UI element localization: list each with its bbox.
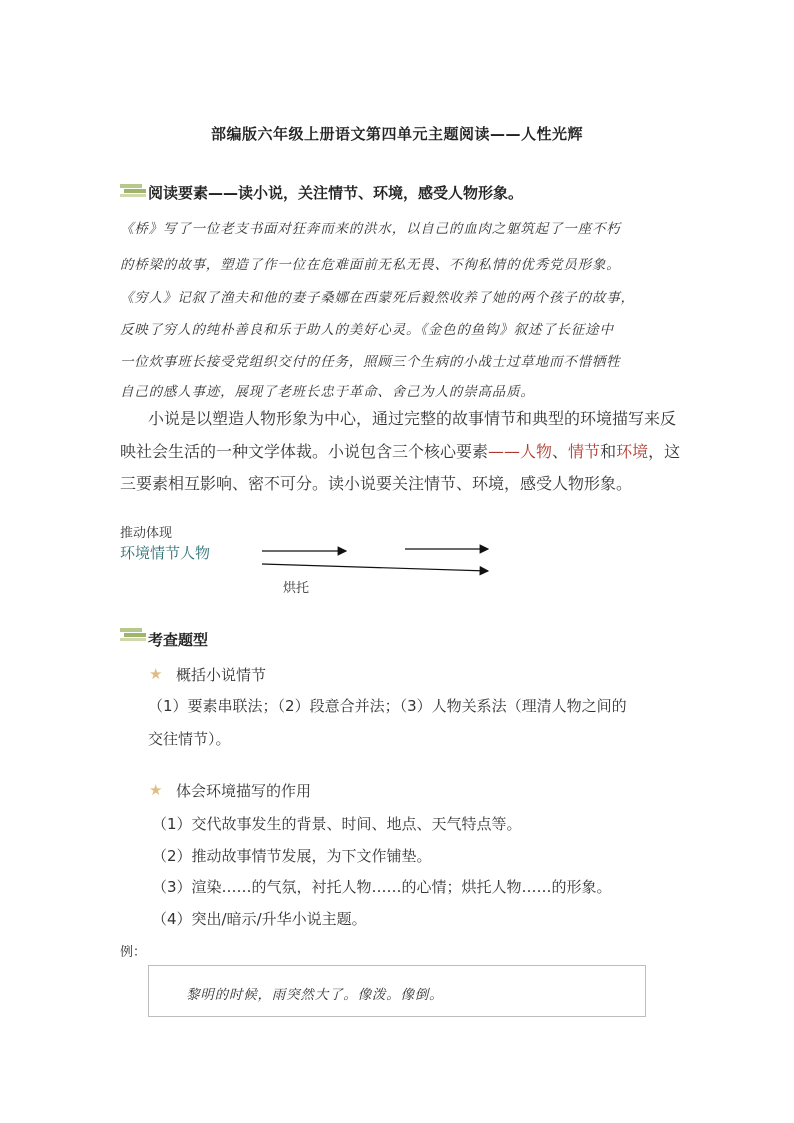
summary-line: 反映了穷人的纯朴善良和乐于助人的美好心灵。《金色的鱼钩》叙述了长征途中 [120, 322, 614, 338]
example-text: 黎明的时候，雨突然大了。像泼。像倒。 [186, 987, 444, 1003]
section-heading-reading-elements: 阅读要素——读小说，关注情节、环境，感受人物形象。 [148, 184, 524, 202]
keyword-character: ——人物 [488, 442, 553, 461]
summary-line: 一位炊事班长接受党组织交付的任务，照顾三个生病的小战士过草地而不惜牺牲 [120, 354, 621, 370]
book-stack-icon [120, 626, 148, 642]
summary-line: 的桥梁的故事，塑造了作一位在危难面前无私无畏、不徇私情的优秀党员形象。 [120, 257, 621, 273]
item-title-summarize-plot: 概括小说情节 [176, 666, 267, 684]
paragraph-text: 映社会生活的一种文学体裁。小说包含三个核心要素 [120, 442, 489, 461]
paragraph-line [120, 436, 680, 467]
diagram-bottom-label: 烘托 [283, 581, 310, 596]
function-point: （2）推动故事情节发展，为下文作铺垫。 [152, 847, 432, 865]
diagram-arrows [250, 540, 500, 580]
section-heading-question-types: 考查题型 [148, 631, 209, 649]
diagram-elements: 环境情节人物 [120, 544, 211, 562]
paragraph-text: ，这 [648, 442, 681, 461]
example-label: 例： [120, 945, 147, 960]
star-icon: ★ [149, 665, 163, 683]
paragraph-text: 、 [552, 442, 569, 461]
keyword-plot: 情节 [568, 442, 601, 461]
page-title: 部编版六年级上册语文第四单元主题阅读——人性光辉 [210, 125, 583, 143]
keyword-environment: 环境 [616, 442, 649, 461]
diagram-top-label: 推动体现 [120, 526, 173, 541]
paragraph-line: 小说是以塑造人物形象为中心，通过完整的故事情节和典型的环境描写来反 [148, 409, 677, 428]
paragraph-line: 三要素相互影响、密不可分。读小说要关注情节、环境，感受人物形象。 [120, 474, 633, 493]
book-stack-icon [120, 182, 148, 198]
item-title-environment-function: 体会环境描写的作用 [176, 782, 312, 800]
function-point: （4）突出/暗示/升华小说主题。 [152, 910, 367, 928]
summary-line: 自己的感人事迹，展现了老班长忠于革命、舍己为人的崇高品质。 [120, 384, 535, 400]
summary-line: 《穷人》记叙了渔夫和他的妻子桑娜在西蒙死后毅然收养了她的两个孩子的故事， [120, 290, 635, 306]
paragraph-text: 和 [600, 442, 617, 461]
arrow-foil [262, 564, 488, 571]
function-point: （1）交代故事发生的背景、时间、地点、天气特点等。 [152, 815, 522, 833]
item-method-line: 交往情节）。 [148, 730, 231, 748]
star-icon: ★ [149, 781, 163, 799]
function-point: （3）渲染……的气氛，衬托人物……的心情；烘托人物……的形象。 [152, 878, 612, 896]
item-method-line: （1）要素串联法；（2）段意合并法；（3）人物关系法（理清人物之间的 [148, 697, 627, 715]
summary-line: 《桥》写了一位老支书面对狂奔而来的洪水，以自己的血肉之躯筑起了一座不朽 [120, 221, 621, 237]
